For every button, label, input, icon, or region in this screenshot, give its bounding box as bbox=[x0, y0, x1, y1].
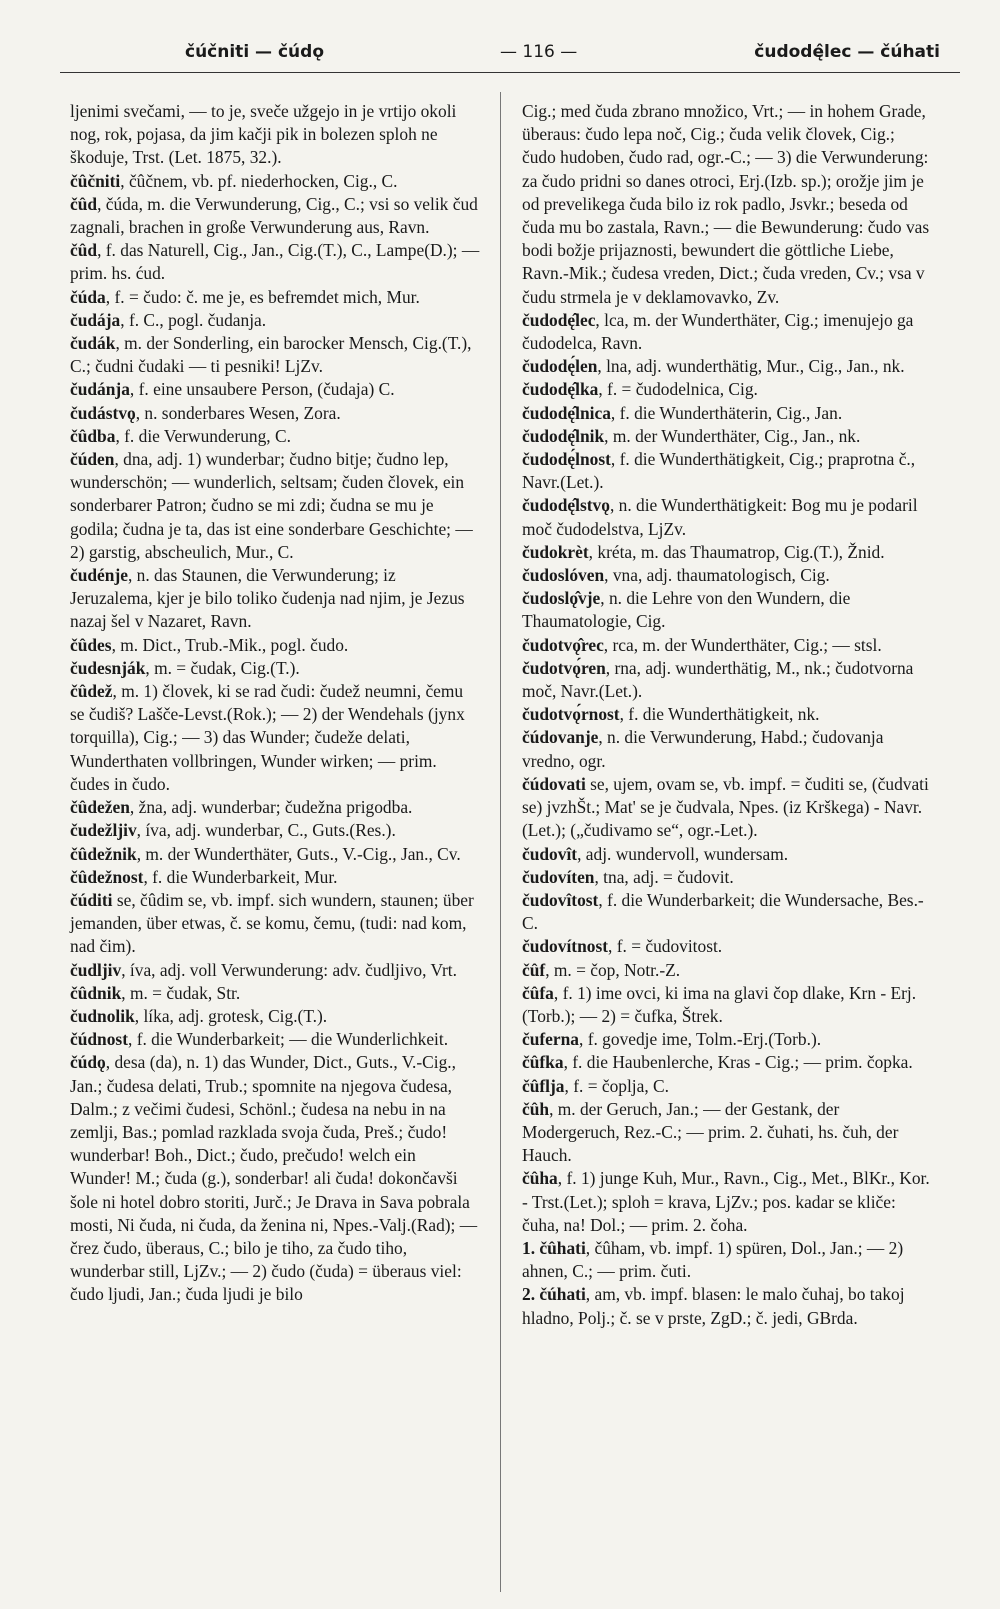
dictionary-entry: čudodę́lnost, f. die Wunderthätigkeit, Cig.; praprotna č., Navr.(Let.). bbox=[522, 449, 916, 493]
headword: čûfka bbox=[522, 1052, 564, 1073]
dictionary-entry: čûfka, f. die Haubenlerche, Kras - Cig.; — prim. čopka. bbox=[522, 1052, 913, 1073]
dictionary-entry: čûdež, m. 1) človek, ki se rad čudi: čudež neumni, čemu se čudiš? Lašče-Levst.(Rok.); — 2) der Wendehals (jynx torquilla), Cig.; — 3) das Wunder; čudeže delati, Wunderthaten vollbringen, Wunder wirken; — prim. čudes in čudo. bbox=[70, 681, 465, 794]
dictionary-entry: čudotvǫ̂rec, rca, m. der Wunderthäter, Cig.; — stsl. bbox=[522, 634, 882, 655]
column-divider bbox=[500, 92, 501, 1592]
dictionary-entry: čudodę̂lnik, m. der Wunderthäter, Cig., Jan., nk. bbox=[522, 425, 861, 446]
dictionary-entry: čudája, f. C., pogl. čudanja. bbox=[70, 309, 267, 330]
dictionary-entry: čudovíten, tna, adj. = čudovit. bbox=[522, 866, 734, 887]
dictionary-entry: čûfa, f. 1) ime ovci, ki ima na glavi čop dlake, Krn - Erj.(Torb.); — 2) = čufka, Štrek. bbox=[522, 982, 917, 1026]
headword: čudotvǫ́rnost bbox=[522, 704, 620, 725]
dictionary-entry: čudánja, f. eine unsaubere Person, (čudaja) C. bbox=[70, 379, 395, 400]
dictionary-entry: čudodę̂lka, f. = čudodelnica, Cig. bbox=[522, 379, 758, 400]
dictionary-entry: čudokrèt, kréta, m. das Thaumatrop, Cig.(T.), Žnid. bbox=[522, 541, 885, 562]
dictionary-entry: čúden, dna, adj. 1) wunderbar; čudno bitje; čudno lep, wunderschön; — wunderlich, seltsam; čuden človek, ein sonderbarer Patron; čudno se mi zdi; čudna se mu je godila; čudna je ta, das ist eine sonderbare Geschichte; — 2) garstig, abscheulich, Mur., C. bbox=[70, 449, 473, 562]
dictionary-entry: čûdežnik, m. der Wunderthäter, Guts., V.-Cig., Jan., Cv. bbox=[70, 843, 461, 864]
dictionary-entry: čudotvǫ́ren, rna, adj. wunderthätig, M., nk.; čudotvorna moč, Navr.(Let.). bbox=[522, 657, 914, 702]
headword: čúditi bbox=[70, 889, 113, 910]
headword: čúdovati bbox=[522, 773, 586, 794]
header-right-entry-range: čudodę̂lec — čúhati bbox=[754, 42, 940, 62]
dictionary-entry: čûd, f. das Naturell, Cig., Jan., Cig.(T.), C., Lampe(D.); — prim. hs. ćud. bbox=[70, 240, 480, 284]
headword: čudodę̂lnica bbox=[522, 402, 611, 423]
headword: čudodę̂lka bbox=[522, 379, 599, 400]
headword: čûdež bbox=[70, 681, 113, 702]
dictionary-entry: ljenimi svečami, — to je, sveče užgejo in je vrtijo okoli nog, rok, pojasa, da jim kačji pik in bolezen sploh ne škoduje, Trst. (Let. 1875, 32.). bbox=[70, 101, 457, 168]
dictionary-entry: čûdežnost, f. die Wunderbarkeit, Mur. bbox=[70, 866, 338, 887]
page-header bbox=[70, 38, 950, 72]
dictionary-entry: čúda, f. = čudo: č. me je, es befremdet mich, Mur. bbox=[70, 286, 420, 307]
headword: čudástvǫ bbox=[70, 402, 136, 423]
dictionary-entry: čudodę̂lec, lca, m. der Wunderthäter, Cig.; imenujejo ga čudodelca, Ravn. bbox=[522, 309, 914, 354]
dictionary-entry: čudovît, adj. wundervoll, wundersam. bbox=[522, 843, 789, 864]
dictionary-entry: čúdovanje, n. die Verwunderung, Habd.; čudovanja vredno, ogr. bbox=[522, 727, 884, 771]
dictionary-entry: čudovîtost, f. die Wunderbarkeit; die Wundersache, Bes.-C. bbox=[522, 889, 924, 934]
dictionary-entry: čûdba, f. die Verwunderung, C. bbox=[70, 425, 291, 446]
dictionary-entry: čudástvǫ, n. sonderbares Wesen, Zora. bbox=[70, 402, 341, 423]
headword: čudodę́len bbox=[522, 356, 598, 377]
dictionary-entry: 2. čúhati, am, vb. impf. blasen: le malo čuhaj, bo takoj hladno, Polj.; č. se v prste, ZgD.; č. jedi, GBrda. bbox=[522, 1284, 905, 1328]
dictionary-entry: čudénje, n. das Staunen, die Verwunderung; iz Jeruzalema, kjer je bilo toliko čudenja nad njim, je Jezus nazaj šel v Nazaret, Ravn. bbox=[70, 565, 465, 632]
dictionary-entry: čûh, m. der Geruch, Jan.; — der Gestank, der Modergeruch, Rez.-C.; — prim. 2. čuhati, hs. čuh, der Hauch. bbox=[522, 1098, 899, 1166]
headword: čudljiv bbox=[70, 959, 122, 980]
headword: čudovítnost bbox=[522, 936, 609, 957]
headword: čûh bbox=[522, 1098, 550, 1119]
dictionary-entry: čûf, m. = čop, Notr.-Z. bbox=[522, 959, 681, 980]
header-rule bbox=[60, 72, 960, 73]
dictionary-entry: čudovítnost, f. = čudovitost. bbox=[522, 936, 723, 957]
dictionary-entry: čudodę̂lstvǫ, n. die Wunderthätigkeit: Bog mu je podaril moč čudodelstva, LjZv. bbox=[522, 495, 918, 539]
dictionary-entry: čûdes, m. Dict., Trub.-Mik., pogl. čudo. bbox=[70, 634, 349, 655]
headword: čudák bbox=[70, 333, 116, 354]
headword: čúdǫ bbox=[70, 1052, 106, 1073]
headword: čûdes bbox=[70, 634, 112, 655]
dictionary-entry: čúdǫ, desa (da), n. 1) das Wunder, Dict., Guts., V.-Cig., Jan.; čudesa delati, Trub.; spomnite na njegova čudesa, Dalm.; z večimi čudesi, Schönl.; čudesa na nebu in na zemlji, Bas.; pomlad razklada svoja čuda, Preš.; čudo! wunderbar! Boh., Dict.; čudo, prečudo! welch ein Wunder! M.; čuda (g.), sonderbar! ali čuda! dokončavši šole ni hotel dobro storiti, Jurč.; Je Drava in Sava pobrala mosti, Ni čuda, ni čuda, da ženina ni, Npes.-Valj.(Rad); — črez čudo, überaus, C.; bilo je tiho, za čudo tiho, wunderbar still, LjZv.; — 2) čudo (čuda) = überaus viel: čudo ljudi, Jan.; čuda ljudi je bilo bbox=[70, 1052, 478, 1305]
dictionary-entry: čudoslǫ̂vje, n. die Lehre von den Wundern, die Thaumatologie, Cig. bbox=[522, 588, 851, 632]
dictionary-entry: čúdnost, f. die Wunderbarkeit; — die Wunderlichkeit. bbox=[70, 1029, 449, 1050]
dictionary-entry: čudodę́len, lna, adj. wunderthätig, Mur., Cig., Jan., nk. bbox=[522, 356, 905, 377]
dictionary-entry: čûha, f. 1) junge Kuh, Mur., Ravn., Cig., Met., BlKr., Kor. - Trst.(Let.); sploh = krava, LjZv.; pos. kadar se kliče: čuha, na! Dol.; — prim. 2. čoha. bbox=[522, 1168, 930, 1235]
dictionary-entry: Cig.; med čuda zbrano množico, Vrt.; — in hohem Grade, überaus: čudo lepa noč, Cig.; čuda velik človek, Cig.; čudo hudoben, čudo rad, ogr.-C.; — 3) die Verwunderung: za čudo pridni so danes otroci, Erj.(Izb. sp.); orožje jim je od prevelikega čuda bilo iz rok padlo, Jsvkr.; beseda od čuda mu bo zastala, Ravn.; — die Bewunderung: čudo vas bodi božje prijaznosti, bewundert die göttliche Liebe, Ravn.-Mik.; čudesa vreden, Dict.; čuda vreden, Cv.; vsa v čudu strmela je v deklamovavko, Zv. bbox=[522, 101, 930, 307]
headword: čudovîtost bbox=[522, 889, 599, 910]
headword: čuferna bbox=[522, 1029, 579, 1050]
dictionary-entry: čudežljiv, íva, adj. wunderbar, C., Guts.(Res.). bbox=[70, 820, 396, 841]
headword: čudovît bbox=[522, 843, 578, 864]
dictionary-entry: čudodę̂lnica, f. die Wunderthäterin, Cig., Jan. bbox=[522, 402, 843, 423]
headword: čúdnost bbox=[70, 1029, 128, 1050]
dictionary-entry: 1. čûhati, čûham, vb. impf. 1) spüren, Dol., Jan.; — 2) ahnen, C.; — prim. čuti. bbox=[522, 1237, 904, 1282]
dictionary-entry: čudnolik, líka, adj. grotesk, Cig.(T.). bbox=[70, 1005, 328, 1026]
dictionary-entry: čûflja, f. = čoplja, C. bbox=[522, 1075, 669, 1096]
headword: čûd bbox=[70, 240, 98, 261]
dictionary-entry: čûd, čúda, m. die Verwunderung, Cig., C.; vsi so velik čud zagnali, brachen in große Verwunderung aus, Ravn. bbox=[70, 193, 478, 238]
headword: 1. čûhati bbox=[522, 1237, 586, 1258]
dictionary-entry: čûdnik, m. = čudak, Str. bbox=[70, 982, 241, 1003]
dictionary-entry: čûdežen, žna, adj. wunderbar; čudežna prigodba. bbox=[70, 797, 413, 818]
left-column bbox=[70, 100, 480, 1307]
headword: čúdovanje bbox=[522, 727, 599, 748]
dictionary-entry: čúdovati se, ujem, ovam se, vb. impf. = čuditi se, (čudvati se) jvzhŠt.; Mat' se je čudvala, Npes. (iz Krškega) - Navr.(Let.); („čudivamo se“, ogr.-Let.). bbox=[522, 773, 929, 841]
headword: čúda bbox=[70, 286, 106, 307]
headword: čûdežnik bbox=[70, 843, 137, 864]
dictionary-entry: čudoslóven, vna, adj. thaumatologisch, Cig. bbox=[522, 565, 830, 586]
right-column bbox=[522, 100, 932, 1330]
page-number: — 116 — bbox=[500, 42, 578, 62]
dictionary-entry: čudák, m. der Sonderling, ein barocker Mensch, Cig.(T.), C.; čudni čudaki — ti pesniki! LjZv. bbox=[70, 333, 472, 377]
headword: čudodę̂lnik bbox=[522, 425, 605, 446]
headword: čudodę̂lec bbox=[522, 309, 596, 330]
dictionary-entry: čuferna, f. govedje ime, Tolm.-Erj.(Torb.). bbox=[522, 1029, 822, 1050]
headword: čûčniti bbox=[70, 170, 121, 191]
dictionary-entry: čúditi se, čûdim se, vb. impf. sich wundern, staunen; über jemanden, über etwas, č. se komu, čemu, (tudi: nad kom, nad čim). bbox=[70, 889, 474, 957]
headword: čudoslǫ̂vje bbox=[522, 588, 601, 609]
headword: čudnolik bbox=[70, 1005, 135, 1026]
headword: čudokrèt bbox=[522, 541, 589, 562]
headword: čúden bbox=[70, 449, 115, 470]
header-left-entry-range: čúčniti — čúdǫ bbox=[185, 42, 325, 62]
headword: čudénje bbox=[70, 565, 128, 586]
headword: čudežljiv bbox=[70, 820, 137, 841]
headword: čûd bbox=[70, 193, 98, 214]
headword: 2. čúhati bbox=[522, 1284, 586, 1305]
headword: čûfa bbox=[522, 982, 554, 1003]
headword: čudesnják bbox=[70, 657, 146, 678]
headword: čudája bbox=[70, 309, 121, 330]
headword: čûf bbox=[522, 959, 546, 980]
headword: čudotvǫ́ren bbox=[522, 657, 606, 678]
dictionary-entry: čûčniti, čûčnem, vb. pf. niederhocken, Cig., C. bbox=[70, 170, 398, 191]
headword: čûha bbox=[522, 1168, 558, 1189]
headword: čudodę̂lstvǫ bbox=[522, 495, 610, 516]
headword: čudoslóven bbox=[522, 565, 605, 586]
headword: čudovíten bbox=[522, 866, 595, 887]
headword: čudotvǫ̂rec bbox=[522, 634, 604, 655]
headword: čûdba bbox=[70, 425, 116, 446]
headword: čudánja bbox=[70, 379, 130, 400]
headword: čûflja bbox=[522, 1075, 565, 1096]
headword: čûdnik bbox=[70, 982, 122, 1003]
dictionary-entry: čudotvǫ́rnost, f. die Wunderthätigkeit, nk. bbox=[522, 704, 820, 725]
dictionary-entry: čudesnják, m. = čudak, Cig.(T.). bbox=[70, 657, 300, 678]
headword: čudodę́lnost bbox=[522, 449, 611, 470]
headword: čûdežen bbox=[70, 797, 130, 818]
dictionary-entry: čudljiv, íva, adj. voll Verwunderung: adv. čudljivo, Vrt. bbox=[70, 959, 457, 980]
headword: čûdežnost bbox=[70, 866, 144, 887]
